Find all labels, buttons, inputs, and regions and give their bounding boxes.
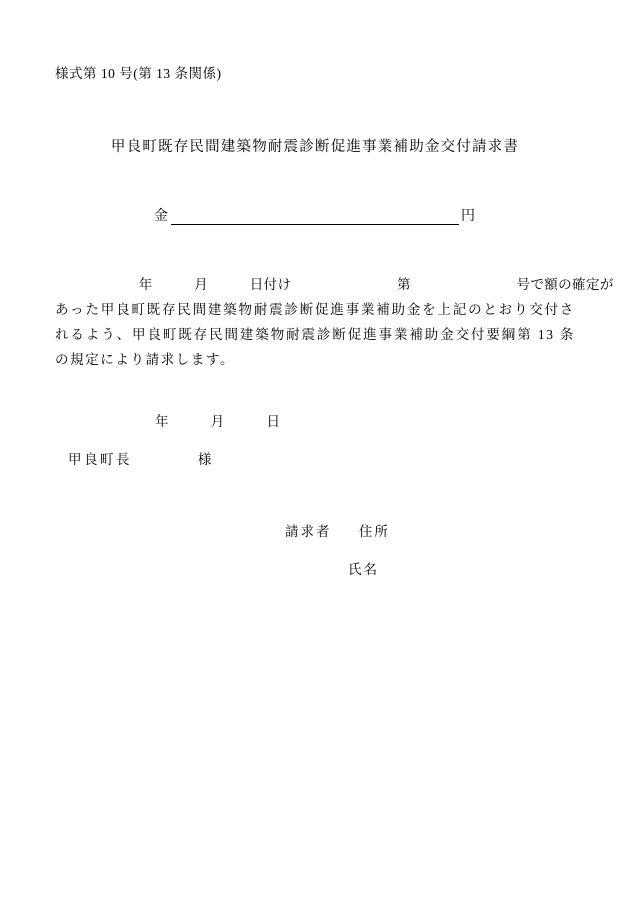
- amount-unit-label: 円: [461, 209, 476, 224]
- form-number: 様式第 10 号(第 13 条関係): [55, 66, 222, 81]
- applicant-address-row: [285, 520, 390, 540]
- request-paragraph: [55, 272, 614, 372]
- amount-label: 金: [154, 209, 169, 224]
- reference-date-label: 日付け: [249, 277, 292, 292]
- submission-day-label: 日: [266, 414, 281, 429]
- applicant-label: 請求者: [285, 524, 332, 539]
- submission-date-row: [155, 410, 281, 430]
- applicant-name-label: 氏名: [348, 562, 379, 577]
- submission-year-label: 年: [155, 414, 169, 429]
- applicant-block: [285, 520, 390, 578]
- reference-month-label: 月: [194, 277, 209, 292]
- amount-row: [0, 205, 630, 225]
- addressee-suffix: 様: [197, 452, 213, 467]
- reference-year-label: 年: [138, 277, 153, 292]
- reference-number-prefix: 第: [396, 277, 411, 292]
- addressee-name: 甲良町長: [68, 452, 132, 467]
- applicant-address-label: 住所: [358, 524, 390, 539]
- request-body-text: あった甲良町既存民間建築物耐震診断促進事業補助金を上記のとおり交付されるよう、甲良町既存民間建築物耐震診断促進事業補助金交付要綱第 13 条の規定により請求します。: [55, 302, 575, 367]
- addressee: [68, 448, 212, 468]
- applicant-name-row: [348, 558, 390, 578]
- submission-month-label: 月: [210, 414, 225, 429]
- page-title: 甲良町既存民間建築物耐震診断促進事業補助金交付請求書: [110, 139, 520, 155]
- amount-input-blank[interactable]: [171, 207, 459, 225]
- reference-number-suffix: 号で額の確定が: [516, 277, 614, 292]
- reference-line: [55, 272, 614, 297]
